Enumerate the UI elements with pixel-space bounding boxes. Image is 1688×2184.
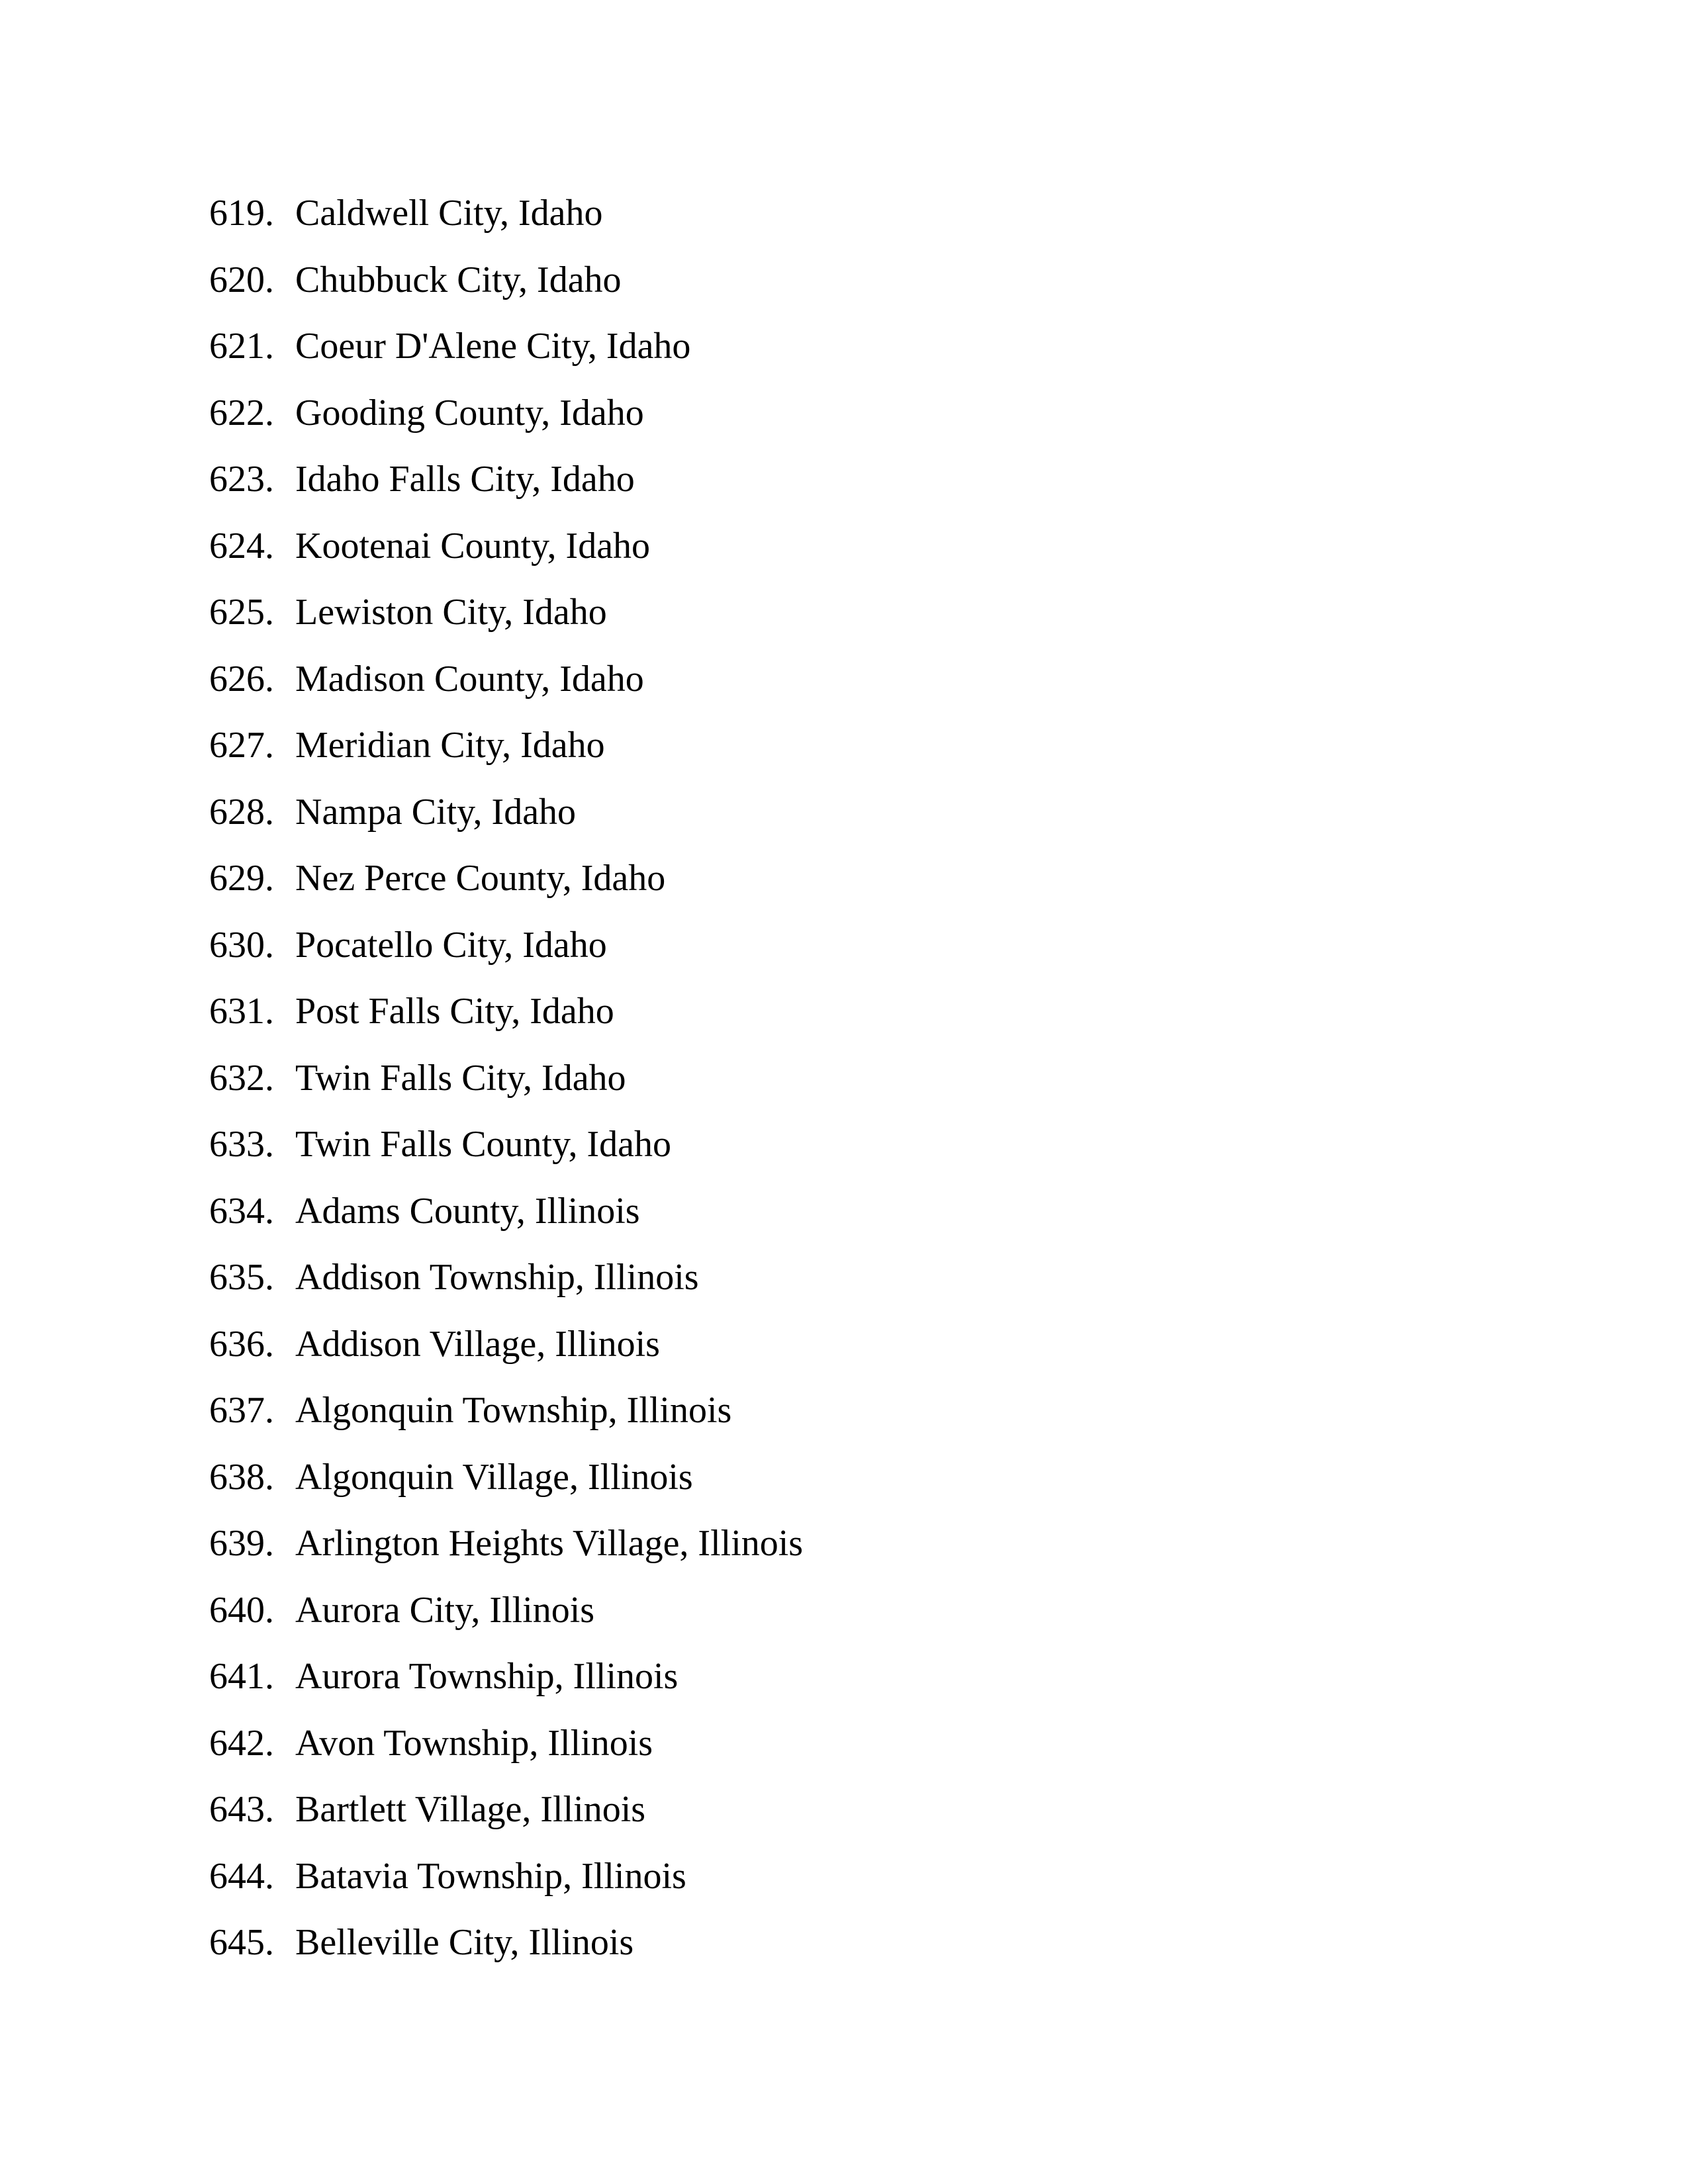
list-item-text: Post Falls City, Idaho xyxy=(295,991,614,1032)
list-item-number: 634. xyxy=(209,1190,274,1232)
list-item-number: 635. xyxy=(209,1257,274,1298)
list-item-text: Caldwell City, Idaho xyxy=(295,193,603,234)
list-item-number: 644. xyxy=(209,1855,274,1897)
list-item-number: 623. xyxy=(209,459,274,500)
list-item-text: Gooding County, Idaho xyxy=(295,392,644,433)
list-item xyxy=(209,525,803,592)
list-item-text: Addison Township, Illinois xyxy=(295,1257,699,1298)
list-item xyxy=(209,1921,803,1988)
list-item-text: Aurora Township, Illinois xyxy=(295,1656,679,1697)
list-item xyxy=(209,1522,803,1589)
numbered-list xyxy=(209,192,803,1988)
list-item xyxy=(209,724,803,791)
list-item xyxy=(209,192,803,259)
list-item-number: 641. xyxy=(209,1656,274,1697)
list-item-number: 628. xyxy=(209,791,274,833)
list-item-number: 633. xyxy=(209,1124,274,1165)
list-item xyxy=(209,1456,803,1523)
list-item-number: 629. xyxy=(209,858,274,899)
list-item-text: Meridian City, Idaho xyxy=(295,725,605,766)
list-item-text: Algonquin Township, Illinois xyxy=(295,1390,732,1431)
list-item-number: 639. xyxy=(209,1523,274,1564)
list-item-number: 643. xyxy=(209,1789,274,1830)
list-item xyxy=(209,1057,803,1124)
list-item-text: Idaho Falls City, Idaho xyxy=(295,459,635,500)
list-item-number: 621. xyxy=(209,326,274,367)
list-item xyxy=(209,591,803,658)
list-item-text: Twin Falls County, Idaho xyxy=(295,1124,671,1165)
list-item-text: Twin Falls City, Idaho xyxy=(295,1057,626,1099)
list-item-number: 638. xyxy=(209,1456,274,1498)
list-item-text: Chubbuck City, Idaho xyxy=(295,259,622,300)
list-item-number: 636. xyxy=(209,1323,274,1365)
list-item-text: Batavia Township, Illinois xyxy=(295,1855,686,1897)
list-item-text: Belleville City, Illinois xyxy=(295,1922,634,1963)
list-item xyxy=(209,1190,803,1257)
list-item-number: 627. xyxy=(209,725,274,766)
list-item-number: 626. xyxy=(209,658,274,700)
list-item xyxy=(209,1722,803,1789)
list-item-number: 642. xyxy=(209,1722,274,1764)
list-item-text: Arlington Heights Village, Illinois xyxy=(295,1523,804,1564)
list-item-number: 645. xyxy=(209,1922,274,1963)
list-item xyxy=(209,1256,803,1323)
list-item xyxy=(209,857,803,924)
list-item xyxy=(209,1788,803,1855)
list-item-text: Addison Village, Illinois xyxy=(295,1323,660,1365)
list-item-text: Algonquin Village, Illinois xyxy=(295,1456,693,1498)
list-item-text: Lewiston City, Idaho xyxy=(295,592,607,633)
list-item-number: 624. xyxy=(209,525,274,567)
list-item-text: Bartlett Village, Illinois xyxy=(295,1789,646,1830)
list-item-number: 630. xyxy=(209,924,274,966)
list-item xyxy=(209,325,803,392)
list-item xyxy=(209,1589,803,1656)
list-item-text: Nampa City, Idaho xyxy=(295,791,577,833)
list-item-number: 625. xyxy=(209,592,274,633)
list-item xyxy=(209,791,803,858)
list-item xyxy=(209,392,803,459)
list-item xyxy=(209,1389,803,1456)
list-item xyxy=(209,458,803,525)
list-item xyxy=(209,1323,803,1390)
list-item-text: Kootenai County, Idaho xyxy=(295,525,651,567)
list-item-text: Adams County, Illinois xyxy=(295,1190,640,1232)
list-item-text: Coeur D'Alene City, Idaho xyxy=(295,326,691,367)
list-item-text: Nez Perce County, Idaho xyxy=(295,858,666,899)
list-item-number: 619. xyxy=(209,193,274,234)
list-item xyxy=(209,1655,803,1722)
list-item-text: Avon Township, Illinois xyxy=(295,1722,653,1764)
list-item-number: 622. xyxy=(209,392,274,433)
list-item xyxy=(209,1855,803,1922)
list-item-number: 631. xyxy=(209,991,274,1032)
list-item-number: 632. xyxy=(209,1057,274,1099)
list-item-number: 620. xyxy=(209,259,274,300)
list-item-number: 640. xyxy=(209,1589,274,1631)
list-item xyxy=(209,924,803,991)
list-item xyxy=(209,658,803,725)
list-item xyxy=(209,990,803,1057)
list-item xyxy=(209,1123,803,1190)
list-item-number: 637. xyxy=(209,1390,274,1431)
list-item-text: Aurora City, Illinois xyxy=(295,1589,595,1631)
list-item xyxy=(209,259,803,326)
list-item-text: Madison County, Idaho xyxy=(295,658,644,700)
list-item-text: Pocatello City, Idaho xyxy=(295,924,607,966)
